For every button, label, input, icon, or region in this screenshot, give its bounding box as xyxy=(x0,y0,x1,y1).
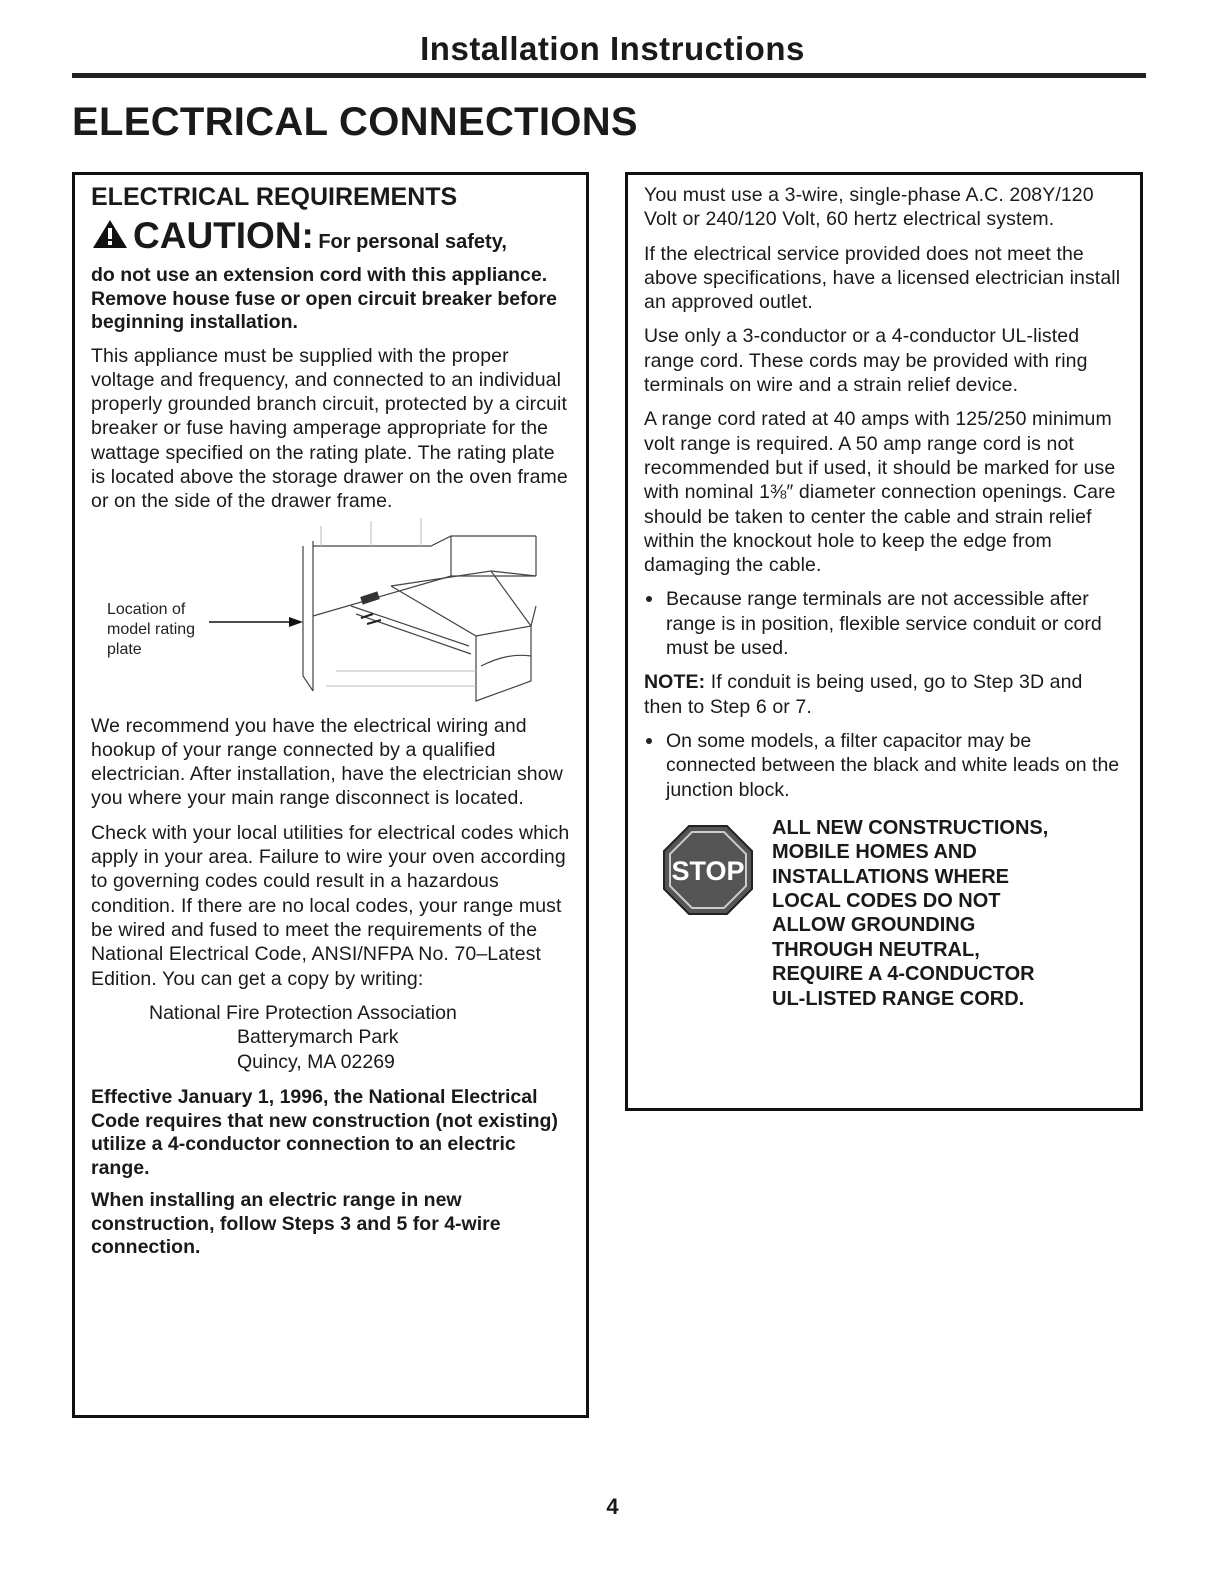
electrical-specs-box xyxy=(625,172,1143,1111)
local-codes-paragraph: Check with your local utilities for electrical codes which apply in your area. Failure to wire your oven according to governing codes could result in a hazardous condition. If there are no local codes, your range must be wired and fused to meet the requirements of the National Electrical Code, ANSI/NFPA No. 70–Latest Edition. You can get a copy by writing: xyxy=(91,821,570,990)
note-paragraph xyxy=(644,670,1126,719)
drawer-illustration xyxy=(91,506,571,714)
caution-heading xyxy=(91,215,572,264)
figure-label-line: model rating xyxy=(107,620,196,638)
header-rule xyxy=(72,73,1146,78)
new-construction-paragraph: When installing an electric range in new construction, follow Steps 3 and 5 for 4-wire connection. xyxy=(91,1189,501,1259)
stop-line: ALL NEW CONSTRUCTIONS, xyxy=(772,816,1049,839)
stop-line: THROUGH NEUTRAL, xyxy=(772,938,980,961)
stop-line: ALLOW GROUNDING xyxy=(772,914,976,937)
electrical-requirements-box xyxy=(72,172,589,1418)
caution-body: do not use an extension cord with this appliance. Remove house fuse or open circuit breaker before beginning installation. xyxy=(91,264,557,333)
stop-line: LOCAL CODES DO NOT xyxy=(772,890,1001,913)
bullet-dot xyxy=(646,738,652,744)
list-item xyxy=(644,729,1126,802)
stop-line: INSTALLATIONS WHERE xyxy=(772,865,1010,888)
figure-label-line: Location of xyxy=(107,600,186,618)
wire-system-paragraph: You must use a 3-wire, single-phase A.C. 208Y/120 Volt or 240/120 Volt, 60 hertz electrical system. xyxy=(644,184,1094,231)
nec-1996-paragraph: Effective January 1, 1996, the National Electrical Code requires that new construction (not existing) utilize a 4-conductor connection to an electric range. xyxy=(91,1086,558,1179)
note-label: NOTE: xyxy=(644,671,706,694)
list-item xyxy=(644,587,1126,660)
address-line: Batterymarch Park xyxy=(237,1026,399,1049)
warning-triangle-icon xyxy=(91,218,129,264)
supply-paragraph: This appliance must be supplied with the proper voltage and frequency, and connected to an individual properly grounded branch circuit, protected by a circuit breaker or fuse having amperage appropriate for the wattage specified on the rating plate. The rating plate is located above the storage drawer on the oven frame or on the side of the drawer frame. xyxy=(91,344,568,513)
bullet-text: On some models, a filter capacitor may be connected between the black and white leads on the junction block. xyxy=(666,729,1120,801)
stop-warning-text xyxy=(772,816,1072,1011)
label-arrow-head xyxy=(289,617,303,627)
stop-line: MOBILE HOMES AND xyxy=(772,841,977,864)
stop-sign-icon xyxy=(662,824,754,916)
bullet-dot xyxy=(646,596,652,602)
rating-plate-figure xyxy=(91,506,571,714)
cord-rating-paragraph: A range cord rated at 40 amps with 125/250 minimum volt range is required. A 50 amp range cord is not recommended but if used, it should be marked for use with nominal 1⅜″ diameter connection openings. Care should be taken to center the cable and strain relief within the knockout hole to keep the edge from damaging the cable. xyxy=(644,408,1116,577)
caution-subtitle: For personal safety, xyxy=(318,231,507,253)
figure-label-line: plate xyxy=(107,640,142,658)
section-title: ELECTRICAL CONNECTIONS xyxy=(72,100,638,144)
requirements-title: ELECTRICAL REQUIREMENTS xyxy=(91,183,458,211)
stop-line: UL-LISTED RANGE CORD. xyxy=(772,987,1025,1010)
electrician-paragraph: We recommend you have the electrical wiring and hookup of your range connected by a qualified electrician. After installation, have the electrician show you where your main range disconnect is located. xyxy=(91,714,563,810)
caution-word: CAUTION: xyxy=(133,215,314,256)
bullet-text: Because range terminals are not accessible after range is in position, flexible service conduit or cord must be used. xyxy=(666,588,1102,660)
rating-plate-marker xyxy=(360,591,380,604)
note-text: If conduit is being used, go to Step 3D and then to Step 6 or 7. xyxy=(644,671,1083,718)
page-number: 4 xyxy=(606,1494,619,1519)
stop-line: REQUIRE A 4-CONDUCTOR xyxy=(772,963,1035,986)
stop-warning xyxy=(644,816,1126,1016)
address-line: Quincy, MA 02269 xyxy=(237,1050,395,1073)
stop-sign-text: STOP xyxy=(671,855,745,886)
range-cord-paragraph: Use only a 3-conductor or a 4-conductor UL-listed range cord. These cords may be provided with ring terminals on wire and a strain relief device. xyxy=(644,325,1088,397)
page-header-title: Installation Instructions xyxy=(420,30,805,67)
address-line: National Fire Protection Association xyxy=(149,1001,457,1024)
nfpa-address xyxy=(91,1001,572,1075)
service-paragraph: If the electrical service provided does not meet the above specifications, have a licensed electrician install an approved outlet. xyxy=(644,242,1121,314)
